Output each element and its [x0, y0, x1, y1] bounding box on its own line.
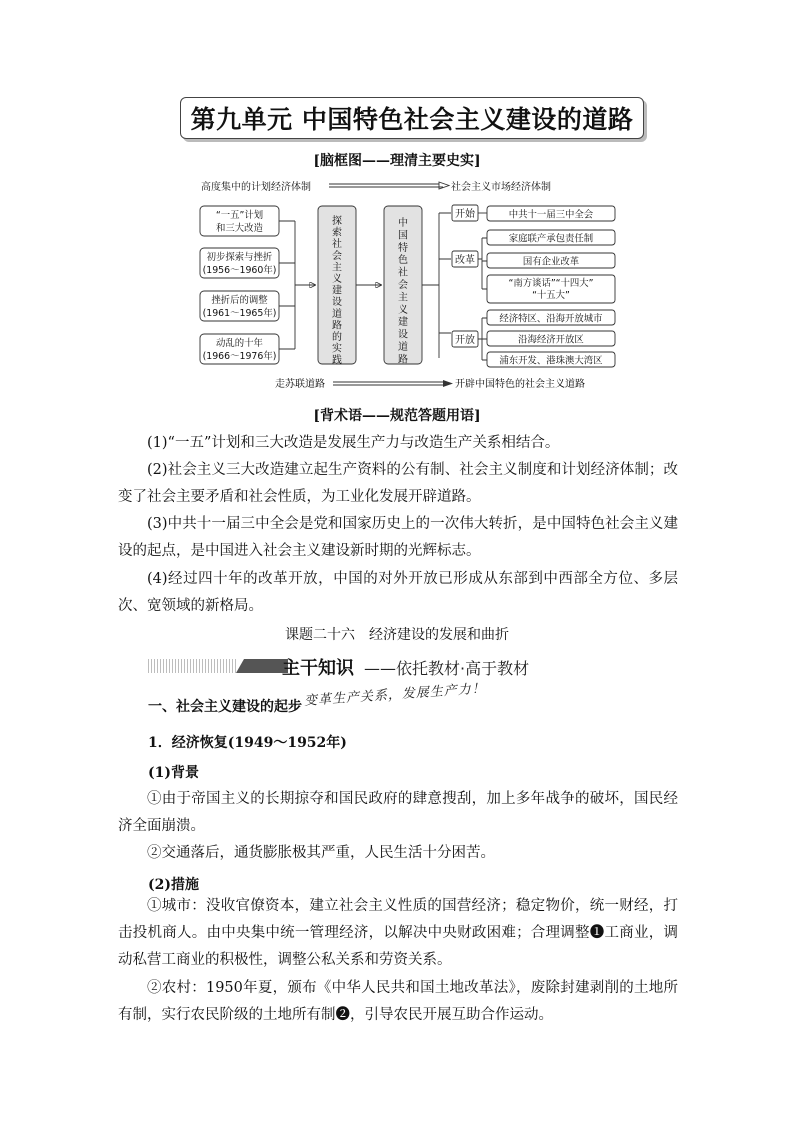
center_left-char: 实: [332, 343, 342, 355]
measure-item-1: ①城市：没收官僚资本，建立社会主义性质的国营经济；稳定物价，统一财经，打击投机商人。由中央集中统一管理经济，以解决中央财政困难；合理调整❶工商业，调动私营工商业的积极性，调整公私关系和劳资关系。: [118, 898, 678, 968]
center_left-char: 社: [332, 239, 342, 251]
subheading-background: (1)背景: [148, 765, 199, 781]
center_left-char: 设: [332, 297, 342, 309]
right-box-3: 国有企业改革: [522, 256, 580, 268]
left-box-3-line1: 挫折后的调整: [211, 295, 268, 306]
center_right-char: 色: [398, 255, 408, 267]
top-arrow-head: [439, 182, 449, 189]
center_right-char: 义: [398, 304, 408, 316]
term-paragraph-2: (2)社会主义三大改造建立起生产资料的公有制、社会主义制度和计划经济体制；改变了社会主要矛盾和社会性质，为工业化发展开辟道路。: [118, 462, 678, 505]
left-box-3: [200, 291, 279, 321]
connector-reform: [478, 238, 487, 289]
center_right-char: 中: [398, 218, 408, 229]
center_right-char: 建: [398, 317, 408, 329]
group-label-reform: 改革: [455, 255, 475, 266]
left-box-4: [200, 334, 279, 364]
center_left-char: 义: [332, 274, 342, 285]
center_left-char: 践: [332, 355, 342, 367]
diagram-bottom-left: 走苏联道路: [275, 379, 325, 390]
left-bracket: [279, 221, 295, 349]
background-item-2: ②交通落后，通货膨胀极其严重，人民生活十分困苦。: [147, 845, 495, 861]
left-box-3-line2: (1961～1965年): [202, 308, 277, 319]
left-box-1-line1: “一五”计划: [215, 210, 264, 221]
left-box-1-line2: 和三大改造: [216, 223, 263, 234]
center_right-char: 道: [398, 342, 408, 353]
left-box-2: [200, 248, 279, 278]
diagram-top-left: 高度集中的计划经济体制: [201, 182, 311, 193]
banner-sub-text: ——依托教材·高于教材: [364, 659, 530, 678]
right-box-4-line2: “十五大”: [532, 290, 570, 301]
group-label-start: 开始: [455, 209, 475, 220]
group-label-open: 开放: [455, 335, 475, 346]
center_left-char: 的: [332, 332, 342, 343]
bottom-flow: [195, 374, 625, 392]
left-box-4-line2: (1966～1976年): [202, 351, 277, 362]
center_right-char: 路: [398, 354, 408, 366]
section-heading-diagram: [脑框图——理清主要史实]: [313, 153, 481, 169]
center_right-char: 主: [398, 292, 408, 304]
center_left-char: 路: [332, 320, 342, 332]
right-brace: [422, 213, 451, 358]
center_left-char: 建: [332, 285, 342, 297]
unit-title: 第九单元 中国特色社会主义建设的道路: [180, 97, 644, 139]
main-knowledge-banner: [148, 654, 648, 680]
term-paragraph-4: (4)经过四十年的改革开放，中国的对外开放已形成从东部到中西部全方位、多层次、宽领域的新格局。: [118, 571, 678, 614]
measure-item-2: ②农村：1950年夏，颁布《中华人民共和国土地改革法》，废除封建剥削的土地所有制，实行农民阶级的土地所有制❷，引导农民开展互助合作运动。: [118, 980, 678, 1023]
center_right-char: 国: [398, 230, 408, 242]
center_right-char: 设: [398, 329, 408, 341]
center_left-char: 道: [332, 308, 342, 320]
knowledge-diagram: [195, 172, 625, 374]
center_right-char: 社: [398, 267, 408, 279]
handwritten-note: 变革生产关系，发展生产力！: [303, 681, 487, 709]
center_left-char: 索: [332, 227, 342, 239]
left-box-2-line2: (1956～1960年): [202, 265, 277, 276]
center_right-char: 特: [398, 242, 408, 254]
right-box-6: 沿海经济开放区: [518, 334, 584, 346]
right-box-5: 经济特区、沿海开放城市: [499, 313, 603, 325]
center-right-text: [398, 216, 408, 365]
right-box-4-line1: “南方谈话”“十四大”: [508, 278, 594, 289]
center_left-char: 探: [332, 216, 342, 227]
subheading-measures: (2)措施: [148, 877, 199, 893]
right-box-7: 浦东开发、港珠澳大湾区: [499, 355, 603, 367]
center_right-char: 会: [398, 280, 408, 291]
section-heading-terms: [背术语——规范答题用语]: [313, 408, 481, 424]
course-title: 课题二十六 经济建设的发展和曲折: [285, 627, 509, 643]
center-left-text: [332, 214, 342, 366]
banner-slash: [236, 659, 244, 673]
banner-main-text: 主干知识: [282, 658, 354, 679]
center_left-char: 会: [332, 250, 342, 262]
right-box-2: 家庭联产承包责任制: [508, 233, 594, 245]
heading-level-1: 一、社会主义建设的起步: [148, 699, 302, 715]
center_left-char: 主: [332, 262, 342, 274]
bottom-arrow-head: [443, 380, 453, 387]
banner-stripe: [148, 659, 236, 673]
term-paragraph-1: (1)“一五”计划和三大改造是发展生产力与改造生产关系相结合。: [147, 435, 560, 451]
connector-open: [478, 318, 487, 360]
term-paragraph-3: (3)中共十一届三中全会是党和国家历史上的一次伟大转折，是中国特色社会主义建设的起点，是中国进入社会主义建设新时期的光辉标志。: [118, 516, 678, 559]
background-item-1: ①由于帝国主义的长期掠夺和国民政府的肆意搜刮，加上多年战争的破坏，国民经济全面崩溃。: [118, 791, 678, 834]
left-box-1: [200, 206, 279, 236]
heading-level-2: 1．经济恢复(1949～1952年): [148, 735, 347, 751]
right-box-1: 中共十一届三中全会: [508, 209, 594, 221]
diagram-top-right: 社会主义市场经济体制: [451, 182, 551, 193]
left-box-2-line1: 初步探索与挫折: [206, 252, 273, 263]
left-box-4-line1: 动乱的十年: [216, 338, 263, 349]
diagram-bottom-right: 开辟中国特色的社会主义道路: [455, 379, 585, 390]
